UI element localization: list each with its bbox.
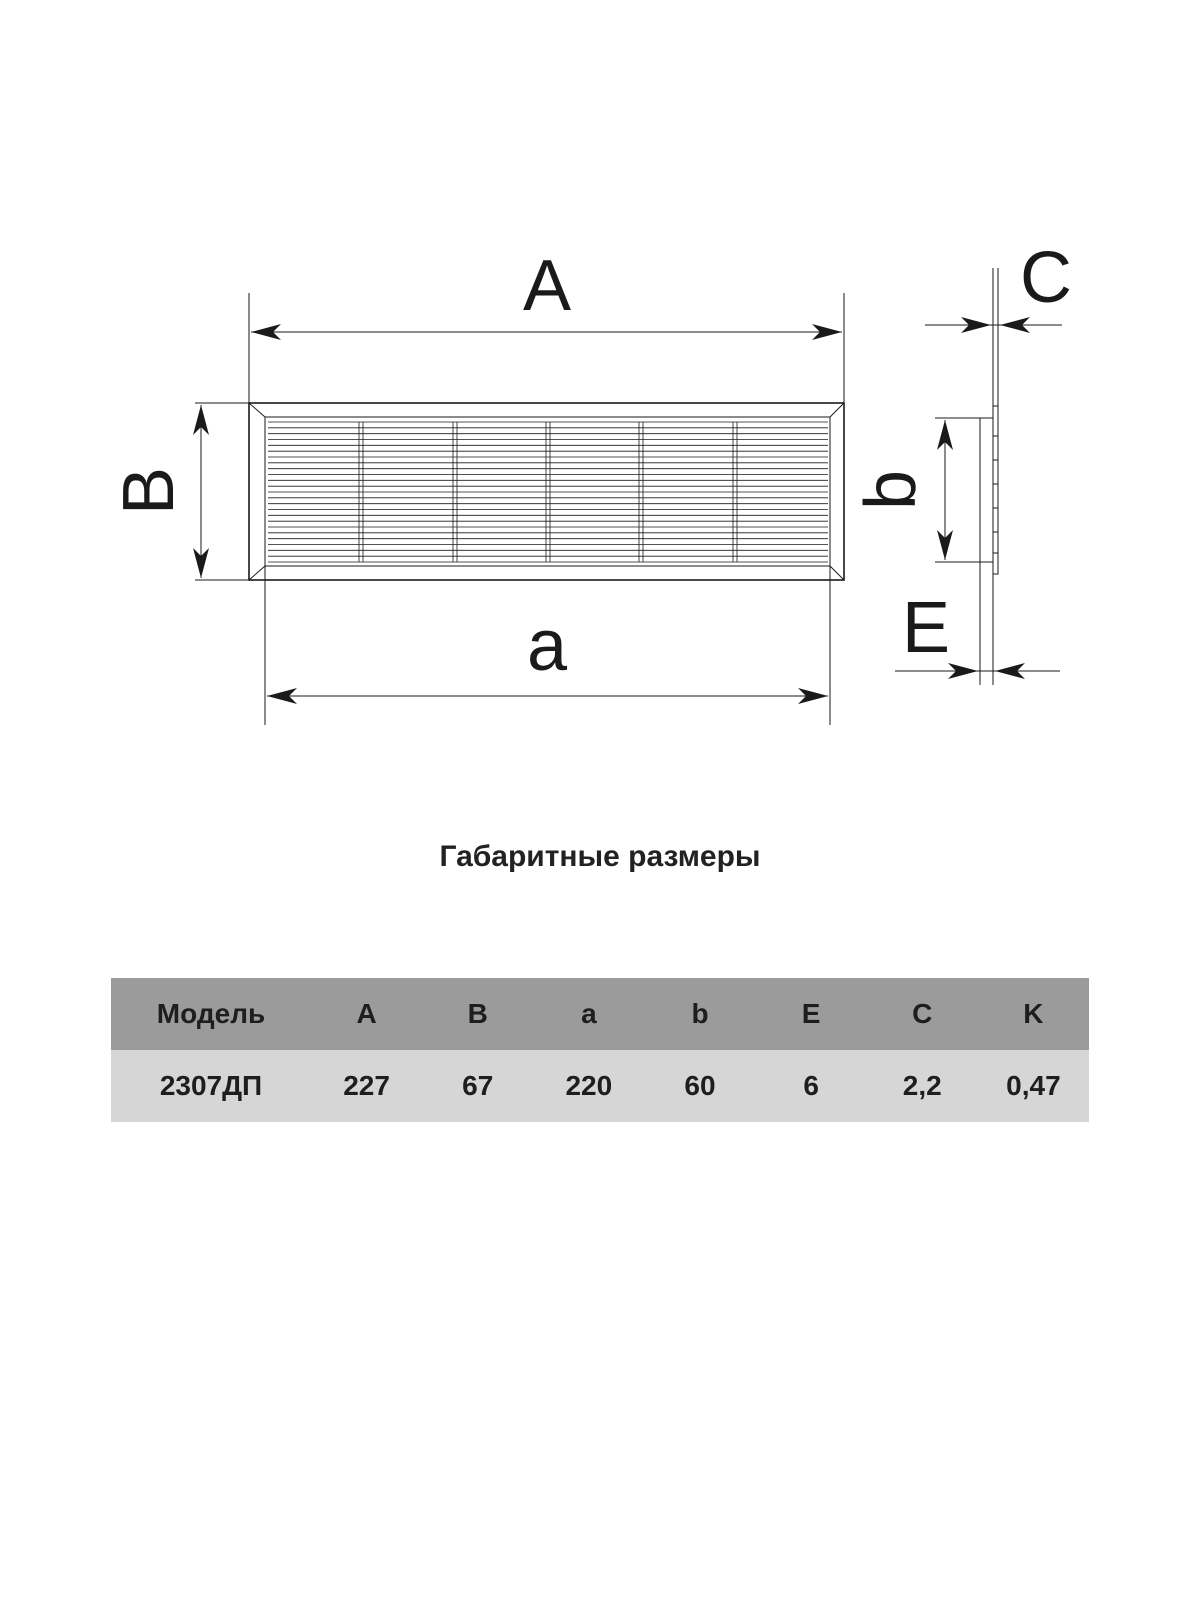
header-model: Модель <box>111 978 311 1050</box>
header-B: B <box>422 978 533 1050</box>
cell-model: 2307ДП <box>111 1050 311 1122</box>
header-E: E <box>756 978 867 1050</box>
header-b: b <box>644 978 755 1050</box>
label-B: B <box>109 466 189 516</box>
grille-slats <box>268 422 828 562</box>
cell-K: 0,47 <box>978 1050 1089 1122</box>
grille-side-view <box>980 406 998 574</box>
label-C: C <box>1020 238 1072 318</box>
cell-B: 67 <box>422 1050 533 1122</box>
table-row <box>111 1050 1089 1122</box>
page-title: Габаритные размеры <box>439 840 761 873</box>
label-b: b <box>851 469 931 511</box>
grille-front-view <box>249 403 844 580</box>
side-flange <box>993 406 998 574</box>
header-K: K <box>978 978 1089 1050</box>
header-a: a <box>533 978 644 1050</box>
side-insert <box>980 418 993 562</box>
header-A: A <box>311 978 422 1050</box>
cell-C: 2,2 <box>867 1050 978 1122</box>
label-a: a <box>526 606 568 686</box>
extension-lines <box>195 293 844 725</box>
technical-drawing <box>0 0 1200 780</box>
cell-b: 60 <box>644 1050 755 1122</box>
header-C: C <box>867 978 978 1050</box>
dimensions-table <box>111 978 1089 1122</box>
table-header-row <box>111 978 1089 1050</box>
cell-E: 6 <box>756 1050 867 1122</box>
cell-A: 227 <box>311 1050 422 1122</box>
cell-a: 220 <box>533 1050 644 1122</box>
label-A: A <box>522 246 572 326</box>
label-E: E <box>901 588 951 668</box>
grille-outer-frame <box>249 403 844 580</box>
